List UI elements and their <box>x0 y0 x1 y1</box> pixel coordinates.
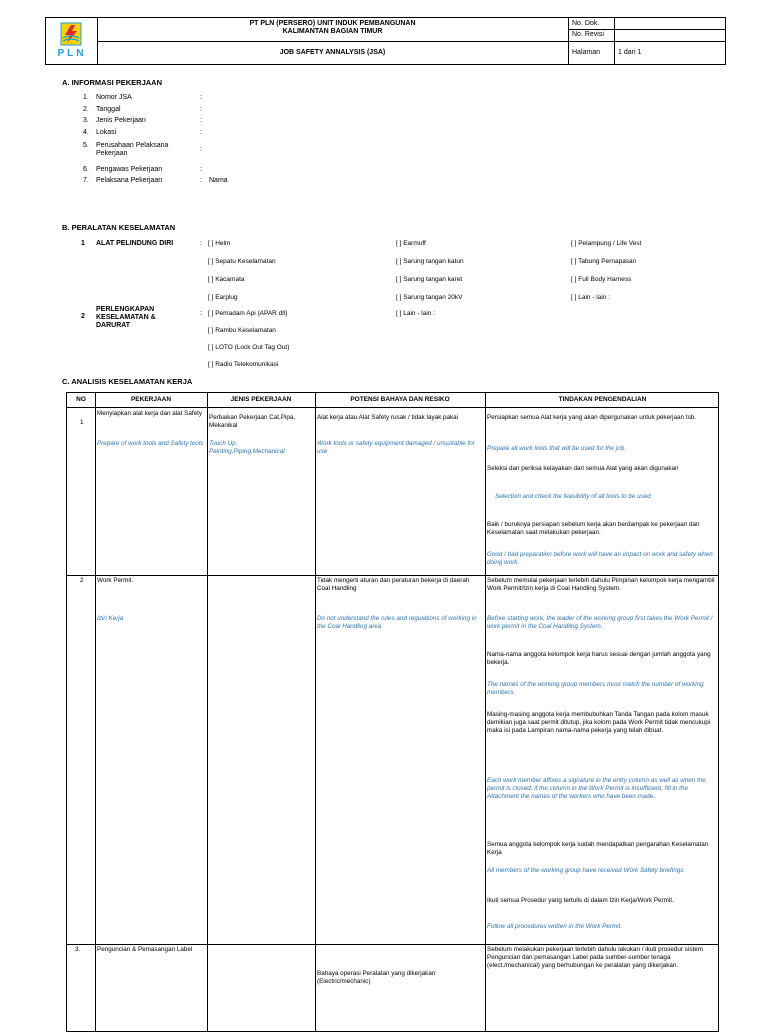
row1-jenis-en: Touch Up Painting,Piping,Mechanical <box>209 440 285 455</box>
apd-option[interactable]: [ ] Sarung tangan katun <box>396 258 464 265</box>
row3-pekerjaan: Penguncian & Pemasangan Label <box>97 946 193 953</box>
perlengkapan-label-1: PERLENGKAPAN <box>96 306 155 313</box>
org-line-1: PT PLN (PERSERO) UNIT INDUK PEMBANGUNAN <box>249 20 416 27</box>
row1-pekerjaan: Menyiapkan alat kerja dan alat Safety <box>97 410 203 417</box>
col-header-tindakan: TINDAKAN PENGENDALIAN <box>558 396 647 403</box>
col-header-potensi: POTENSI BAHAYA DAN RESIKO <box>350 396 450 403</box>
apd-number: 1 <box>81 240 85 247</box>
info-item-value: Nama <box>209 177 228 184</box>
info-item-colon: : <box>200 129 202 136</box>
apd-option[interactable]: [ ] Kacamata <box>208 276 245 283</box>
apd-option[interactable]: [ ] Helm <box>208 240 231 247</box>
row2-tindakan-10: Follow all procedures written in the Work Permit. <box>487 923 623 930</box>
row1-tindakan-6: Good / bad preparation before work will have an impact on work and safety when doing work. <box>487 551 713 566</box>
perlengkapan-option[interactable]: [ ] Radio Telekomunikasi <box>208 361 279 368</box>
info-item-colon: : <box>200 94 202 101</box>
row2-no: 2 <box>80 577 84 584</box>
row2-tindakan-1: Sebelum memulai pekerjaan terlebih dahulu Pimpinan kelompok kerja mengambil Work Permit/Izin kerja di Coal Handling System. <box>487 577 715 592</box>
row2-pekerjaan: Work Permit. <box>97 577 134 584</box>
apd-label: ALAT PELINDUNG DIRI <box>96 240 174 247</box>
row1-potensi-en: Work tools or safety equipment damaged / unsuitable for use <box>317 440 475 455</box>
apd-option[interactable]: [ ] Earplug <box>208 294 238 301</box>
section-c-title: C. ANALISIS KESELAMATAN KERJA <box>62 377 193 386</box>
info-item-number: 1. <box>83 94 89 101</box>
info-item-label: Pengawas Pekerjaan <box>96 166 163 173</box>
perlengkapan-option[interactable]: [ ] Pemadam Api (APAR dll) <box>208 310 288 317</box>
perlengkapan-number: 2 <box>81 313 85 320</box>
row2-tindakan-5: Masing-masing anggota kerja membubuhkan Tanda Tangan pada kolom masuk demikian juga saat permit ditutup, jika kolom pada Work Permit tidak mencukupi maka isi pada Lampiran nama-nama pekerja yang telah dibuat. <box>487 711 711 734</box>
halaman-value: 1 dari 1 <box>618 49 642 56</box>
perlengkapan-option[interactable]: [ ] Lain - lain : <box>396 310 436 317</box>
row2-tindakan-2: Before starting work, the leader of the working group first takes the Work Permit / work permit in the Coal Handling System. <box>487 615 713 630</box>
info-item-colon: : <box>200 146 202 153</box>
row2-tindakan-6: Each work member affixes a signature in the entry column as well as when the permit is closed, if the column in the Work Permit is insufficient, fill in the Attachment the names of the workers who have been made. <box>487 777 706 800</box>
apd-option[interactable]: [ ] Sarung tangan karet <box>396 276 463 283</box>
apd-option[interactable]: [ ] Earmuff <box>396 240 426 247</box>
apd-option[interactable]: [ ] Lain - lain : <box>571 294 611 301</box>
col-header-jenis: JENIS PEKERJAAN <box>230 396 292 403</box>
perlengkapan-label-2: KESELAMATAN & <box>96 314 156 321</box>
row1-tindakan-3: Seleksi dan periksa kelayakan dari semua Alat yang akan digunakan <box>487 465 679 472</box>
document-header <box>45 17 726 65</box>
row3-no: 3. <box>75 946 81 953</box>
apd-option[interactable]: [ ] Tabung Pernapasan <box>571 258 637 265</box>
org-line-2: KALIMANTAN BAGIAN TIMUR <box>282 28 383 35</box>
row1-no: 1 <box>80 419 84 426</box>
row3-potensi: Bahaya operasi Peralatan yang dikerjakan (Electric/mechanic) <box>317 970 436 985</box>
apd-option[interactable]: [ ] Full Body Harness <box>571 276 632 283</box>
info-item-label: Tanggal <box>96 106 121 113</box>
info-item-label: Pelaksana Pekerjaan <box>96 177 163 184</box>
pln-logo <box>46 18 97 64</box>
info-item-label: Perusahaan Pelaksana Pekerjaan <box>96 142 169 157</box>
row2-tindakan-3: Nama-nama anggota kelompok kerja harus sesuai dengan jumlah anggota yang bekerja. <box>487 651 711 666</box>
info-item-label: Lokasi <box>96 129 117 136</box>
row2-tindakan-7: Semua anggota kelompok kerja sudah mendapatkan pengarahan Keselamatan Kerja <box>487 841 709 856</box>
no-dok-label: No. Dok. <box>572 20 600 27</box>
info-item-number: 5. <box>83 142 89 149</box>
doc-title: JOB SAFETY ANNALYSIS (JSA) <box>279 49 386 56</box>
row1-pekerjaan-en: Prepare of work tools and Safety tools <box>97 440 204 447</box>
section-b-title: B. PERALATAN KESELAMATAN <box>62 223 176 232</box>
row2-tindakan-8: All members of the working group have received Work Safety briefings <box>487 867 684 874</box>
apd-colon: : <box>200 240 202 247</box>
col-header-pekerjaan: PEKERJAAN <box>130 396 172 403</box>
col-header-no: NO <box>76 396 86 403</box>
halaman-label: Halaman <box>572 49 601 56</box>
perlengkapan-label-3: DARURAT <box>96 322 131 329</box>
perlengkapan-option[interactable]: [ ] Rambu Keselamatan <box>208 327 276 334</box>
row2-potensi: Tidak mengerti aturan dan peraturan bekerja di daerah Coal Handling <box>317 577 470 592</box>
row1-potensi: Alat kerja atau Alat Safety rusak / tidak layak pakai <box>317 414 459 421</box>
info-item-colon: : <box>200 117 202 124</box>
row1-jenis: Perbaikan Pekerjaan Cat,Pipa, Mekanikal <box>209 414 296 429</box>
info-item-label: Jenis Pekerjaan <box>96 117 146 124</box>
row1-tindakan-2: Prepare all work tools that will be used for the job. <box>487 445 626 452</box>
section-a-title: A. INFORMASI PEKERJAAN <box>62 78 163 87</box>
jsa-table <box>66 392 719 1032</box>
row1-tindakan-4: Selection and check the feasibility of all tools to be used <box>495 493 651 500</box>
row2-pekerjaan-en: Izin Kerja <box>97 615 124 622</box>
info-item-colon: : <box>200 106 202 113</box>
row2-tindakan-9: Ikuti semua Prosedur yang tertulis di dalam Izin Kerja/Work Permit. <box>487 897 674 904</box>
row2-potensi-en: Do not understand the rules and regulations of working in the Coal Handling area <box>317 615 477 630</box>
perlengkapan-colon: : <box>200 310 202 317</box>
row3-tindakan-1: Sebelum melakukan pekerjaan terlebih dahulu lakukan / ikuti prosedur sistem Penguncian dan pemasangan Label pada sumber-sumber tenaga (elect./mechanical) yang berhubungan ke peralatan yang dikerjakan. <box>487 946 703 969</box>
info-item-colon: : <box>200 177 202 184</box>
row1-tindakan-1: Persiapkan semua Alat kerja yang akan dipergunakan untuk pekerjaan tsb. <box>487 414 696 421</box>
perlengkapan-option[interactable]: [ ] LOTO (Lock Out Tag Out) <box>208 344 290 351</box>
info-item-number: 6. <box>83 166 89 173</box>
info-item-number: 4. <box>83 129 89 136</box>
info-item-number: 3. <box>83 117 89 124</box>
apd-option[interactable]: [ ] Sarung tangan 20kV <box>396 294 463 301</box>
row2-tindakan-4: The names of the working group members must match the number of working members. <box>487 681 704 696</box>
info-item-colon: : <box>200 166 202 173</box>
info-item-number: 2. <box>83 106 89 113</box>
logo-text: PLN <box>57 48 87 59</box>
info-item-label: Nomor JSA <box>96 94 132 101</box>
info-item-number: 7. <box>83 177 89 184</box>
no-revisi-label: No. Revisi <box>572 31 604 38</box>
apd-option[interactable]: [ ] Pelampung / Life Vest <box>571 240 642 247</box>
row1-tindakan-5: Baik / buruknya persiapan sebelum kerja akan berdampak ke pekerjaan dan Keselamatan saat melakukan pekerjaan. <box>487 521 700 536</box>
apd-option[interactable]: [ ] Sepatu Keselamatan <box>208 258 276 265</box>
